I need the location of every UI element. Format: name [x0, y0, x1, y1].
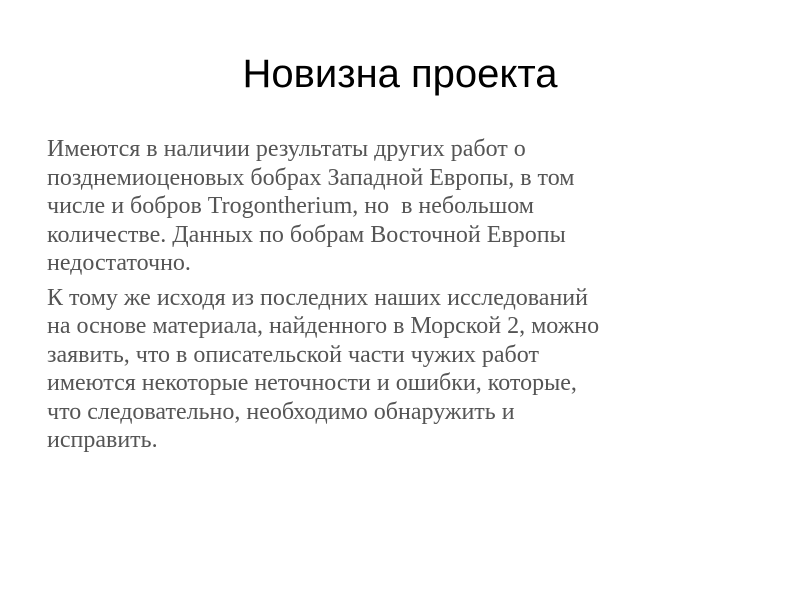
text-line: на основе материала, найденного в Морской 2, можно	[47, 313, 600, 339]
text-line: что следовательно, необходимо обнаружить и	[47, 398, 515, 425]
text-line: числе и бобров Trogontherium, но в небольшом	[47, 193, 534, 219]
text-line: количестве. Данных по бобрам Восточной Европы	[47, 221, 566, 248]
text-line: Имеются в наличии результаты других работ о	[47, 136, 526, 162]
text-line: исправить.	[47, 427, 158, 453]
text-line: К тому же исходя из последних наших исследований	[47, 284, 588, 311]
text-line: позднемиоценовых бобрах Западной Европы, в том	[47, 164, 575, 191]
text-line: имеются некоторые неточности и ошибки, которые,	[47, 370, 577, 396]
slide-body	[47, 135, 747, 461]
paragraph-novelty-existing-works	[47, 135, 747, 278]
text-line: заявить, что в описательской части чужих работ	[47, 341, 539, 368]
text-line: недостаточно.	[47, 250, 191, 276]
paragraph-novelty-errors	[47, 284, 747, 455]
slide-title: Новизна проекта	[242, 52, 558, 96]
